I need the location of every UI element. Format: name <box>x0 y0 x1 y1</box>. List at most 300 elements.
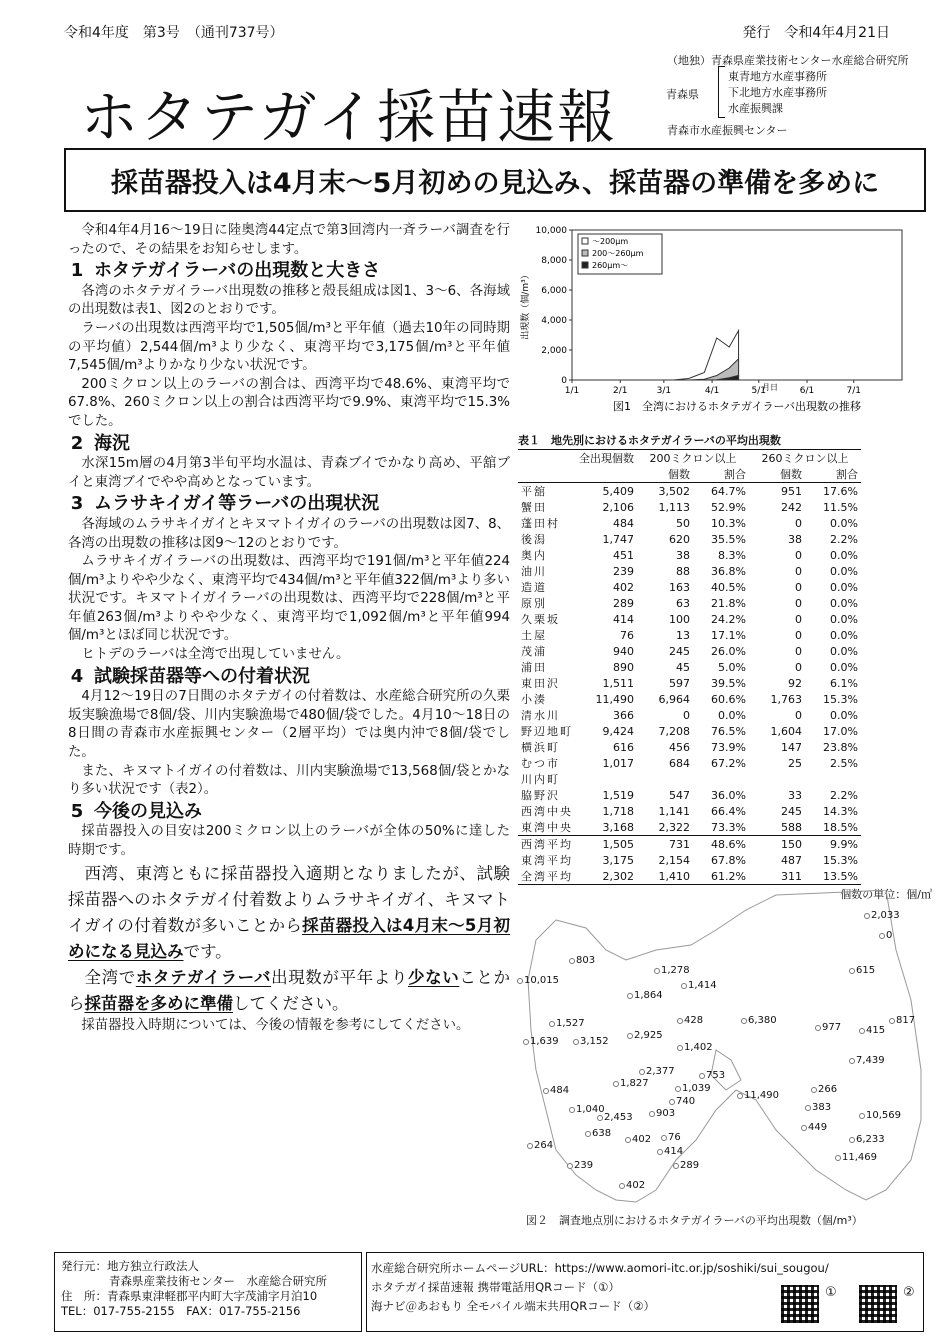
table-row-label: 浦田 <box>521 661 547 674</box>
table-cell: 951 <box>749 483 805 500</box>
y-tick-label: 0 <box>561 376 567 386</box>
map-point-label: 6,233 <box>856 1134 885 1145</box>
table-row-label: 全湾平均 <box>518 868 576 885</box>
map-point-marker <box>657 1149 663 1155</box>
table-cell: 9.9% <box>830 837 858 851</box>
table-cell: 239 <box>613 564 634 578</box>
map-point-marker <box>597 1115 603 1121</box>
section-4-para: 4月12～19日の7日間のホタテガイの付着数は、水産総合研究所の久栗坂実験漁場で8個/袋、川内実験漁場で480個/袋でした。4月10～18日の8日間の青森市水産振興センター（2層平均）では奥内沖で8個/袋でした。 <box>68 689 510 761</box>
publisher-bracket <box>718 66 725 118</box>
table-row <box>518 499 861 515</box>
qr-code-2[interactable] <box>859 1285 897 1323</box>
table-1-title: 表１ 地先別におけるホタテガイラーバの平均出現数 <box>518 434 781 447</box>
map-point-marker <box>649 1111 655 1117</box>
map-point-marker <box>639 1069 645 1075</box>
article-body <box>68 222 510 1035</box>
table-cell: 15.3% <box>823 692 858 706</box>
table-row <box>518 691 861 707</box>
map-point-label: 7,439 <box>856 1055 885 1066</box>
table-1 <box>518 432 932 902</box>
map-point-marker <box>681 983 687 989</box>
map-point-label: 428 <box>684 1015 704 1026</box>
table-cell: 1,113 <box>658 500 690 514</box>
page-title: ホタテガイ採苗速報 <box>80 83 618 151</box>
table-cell: 890 <box>613 660 634 674</box>
table-header-cell: 260ミクロン以上 <box>749 450 861 467</box>
section-2-heading: 2 海況 <box>70 432 130 454</box>
map-point-marker <box>573 1039 579 1045</box>
table-cell: 7,208 <box>658 724 690 738</box>
table-row-label: 横浜町 <box>521 741 560 754</box>
map-point-label: 11,469 <box>842 1152 877 1163</box>
table-cell: 0.0% <box>830 612 858 626</box>
section-1-para: 各湾のホタテガイラーバ出現数の推移と殻長組成は図1、3～6、各海域の出現数は表1、図2のとおりです。 <box>68 283 510 318</box>
table-row <box>518 515 861 531</box>
table-cell: 0.0% <box>830 564 858 578</box>
table-cell: 33 <box>788 788 802 802</box>
table-cell: 48.6% <box>711 837 746 851</box>
map-point-label: 803 <box>576 955 596 966</box>
map-point-label: 1,040 <box>576 1104 605 1115</box>
table-cell: 0 <box>795 708 802 722</box>
publisher-main: （地独）青森県産業技術センター水産総合研究所 <box>667 54 909 67</box>
map-point-marker <box>567 1163 573 1169</box>
table-cell: 289 <box>613 596 634 610</box>
map-point-label: 402 <box>626 1180 646 1191</box>
map-point-label: 638 <box>592 1128 612 1139</box>
table-cell: 0.0% <box>830 708 858 722</box>
table-cell: 6.1% <box>830 676 858 690</box>
table-row-label: 西湾平均 <box>521 838 573 851</box>
table-cell: 9,424 <box>602 724 634 738</box>
table-row <box>518 723 861 739</box>
footer-links <box>366 1252 924 1332</box>
table-cell: 731 <box>669 837 690 851</box>
table-cell: 1,747 <box>602 532 634 546</box>
table-row-label: 川内町 <box>521 773 560 786</box>
map-point-marker <box>523 1039 529 1045</box>
table-cell: 616 <box>613 740 634 754</box>
table-cell: 10.3% <box>711 516 746 530</box>
table-row-label: 小湊 <box>521 693 547 706</box>
qr-marker-1: ① <box>825 1285 837 1300</box>
outlook-paragraph-2: 全湾でホタテガイラーバ出現数が平年より少ないことから採苗器を多めに準備してください。 <box>68 967 511 1013</box>
map-point-marker <box>569 958 575 964</box>
map-point-label: 414 <box>664 1146 684 1157</box>
table-row-label: 脇野沢 <box>521 789 560 802</box>
table-cell: 14.3% <box>823 804 858 818</box>
map-point-label: 817 <box>896 1015 916 1026</box>
table-cell: 245 <box>781 804 802 818</box>
map-point-marker <box>859 1028 865 1034</box>
table-cell: 100 <box>669 612 690 626</box>
legend-swatch <box>582 238 588 244</box>
map-point-marker <box>849 1137 855 1143</box>
table-cell: 311 <box>749 868 805 885</box>
table-cell: 0 <box>795 660 802 674</box>
x-tick-label: 3/1 <box>656 386 672 396</box>
map-point-marker <box>879 933 885 939</box>
map-point-marker <box>569 1107 575 1113</box>
map-point-marker <box>849 968 855 974</box>
table-cell: 163 <box>669 580 690 594</box>
table-cell: 414 <box>613 612 634 626</box>
table-cell: 5,409 <box>576 483 637 500</box>
map-point-marker <box>859 1113 865 1119</box>
legend-label: 260μm～ <box>592 261 629 270</box>
table-cell: 66.4% <box>711 804 746 818</box>
table-header-cell: 割合 <box>805 466 861 483</box>
x-tick-label: 6/1 <box>799 386 815 396</box>
section-3-para: 各海域のムラサキイガイとキヌマトイガイのラーバの出現数は図7、8、各湾の出現数の推移は図9～12のとおりです。 <box>68 516 510 551</box>
table-header-cell: 個数 <box>637 466 693 483</box>
table-cell: 21.8% <box>711 596 746 610</box>
legend-swatch <box>582 262 588 268</box>
x-tick-label: 5/1 <box>751 386 767 396</box>
table-cell: 5.0% <box>718 660 746 674</box>
section-2-para: 水深15m層の4月第3半旬平均水温は、青森ブイでかなり高め、平舘ブイと東湾ブイでやや高めとなっています。 <box>68 456 510 490</box>
footer-phone: TEL：017-755-2155 FAX：017-755-2156 <box>61 1304 301 1318</box>
map-point-label: 76 <box>668 1132 681 1143</box>
map-point-marker <box>849 1058 855 1064</box>
map-point-marker <box>543 1088 549 1094</box>
map-point-marker <box>654 968 660 974</box>
outlook-paragraph-3: 採苗器投入時期については、今後の情報を参考にしてください。 <box>81 1017 470 1033</box>
table-cell <box>749 771 805 787</box>
map-point-marker <box>517 978 523 984</box>
table-cell: 1,519 <box>602 788 634 802</box>
table-cell: 547 <box>669 788 690 802</box>
table-cell: 1,141 <box>658 804 690 818</box>
issue-date: 発行 令和4年4月21日 <box>742 25 890 41</box>
table-cell: 3,502 <box>637 483 693 500</box>
map-point-label: 449 <box>808 1122 828 1133</box>
table-cell: 50 <box>676 516 690 530</box>
map-point-label: 402 <box>632 1134 652 1145</box>
intro-paragraph: 令和4年4月16～19日に陸奥湾44定点で第3回湾内一斉ラーバ調査を行ったので、その結果をお知らせします。 <box>68 223 510 257</box>
x-tick-label: 4/1 <box>704 386 720 396</box>
table-cell: 0.0% <box>830 580 858 594</box>
map-point-label: 2,453 <box>604 1112 633 1123</box>
map-point-marker <box>669 1099 675 1105</box>
table-cell: 2,106 <box>602 500 634 514</box>
table-cell: 484 <box>613 516 634 530</box>
map-point-marker <box>613 1081 619 1087</box>
table-cell: 67.8% <box>711 853 746 867</box>
table-cell: 73.9% <box>711 740 746 754</box>
table-row <box>518 852 861 868</box>
map-point-label: 1,864 <box>634 990 663 1001</box>
map-point-label: 2,925 <box>634 1030 663 1041</box>
table-cell: 17.6% <box>805 483 861 500</box>
table-cell: 487 <box>781 853 802 867</box>
map-point-marker <box>661 1135 667 1141</box>
table-cell: 0.0% <box>830 548 858 562</box>
table-cell: 2,322 <box>637 819 693 836</box>
table-row <box>518 643 861 659</box>
footer-publisher <box>54 1252 362 1332</box>
map-point-label: 415 <box>866 1025 886 1036</box>
map-point-label: 2,033 <box>871 910 900 921</box>
table-row <box>518 787 861 803</box>
table-row-label: 茂浦 <box>521 645 547 658</box>
map-point-label: 615 <box>856 965 876 976</box>
map-point-label: 753 <box>706 1070 726 1081</box>
table-cell: 402 <box>613 580 634 594</box>
table-row-label: 平舘 <box>518 483 576 500</box>
table-cell: 17.0% <box>823 724 858 738</box>
map-point-label: 239 <box>574 1160 594 1171</box>
section-4-heading: 4 試験採苗器等への付着状況 <box>70 665 310 687</box>
table-cell: 39.5% <box>711 676 746 690</box>
table-cell: 61.2% <box>693 868 749 885</box>
table-row-label: 蟹田 <box>521 501 547 514</box>
map-point-label: 6,380 <box>748 1015 777 1026</box>
map-point-label: 1,278 <box>661 965 690 976</box>
table-header-cell: 全出現個数 <box>576 450 637 467</box>
table-cell: 26.0% <box>711 644 746 658</box>
table-cell: 36.8% <box>711 564 746 578</box>
table-cell: 366 <box>613 708 634 722</box>
table-cell: 0.0% <box>830 628 858 642</box>
table-row-label: 野辺地町 <box>521 725 573 738</box>
table-cell: 60.6% <box>711 692 746 706</box>
section-3-para: ヒトデのラーバは全湾で出現していません。 <box>81 647 350 663</box>
outlook-paragraph-1: 西湾、東湾ともに採苗器投入適期となりましたが、試験採苗器へのホタテガイ付着数よりムラサキイガイ、キヌマトイガイの付着数が多いことから採苗器投入は4月末～5月初めになる見込みです。 <box>68 863 510 961</box>
y-tick-label: 2,000 <box>541 346 567 356</box>
table-cell: 3,168 <box>576 819 637 836</box>
table-cell: 245 <box>669 644 690 658</box>
table-row <box>518 771 861 787</box>
table-row-label: 後潟 <box>521 533 547 546</box>
table-cell: 40.5% <box>711 580 746 594</box>
table-row <box>518 579 861 595</box>
table-cell: 52.9% <box>711 500 746 514</box>
map-point-marker <box>673 1163 679 1169</box>
x-tick-label: 1/1 <box>564 386 580 396</box>
table-cell: 35.5% <box>711 532 746 546</box>
table-cell: 2,302 <box>576 868 637 885</box>
table-cell: 150 <box>781 837 802 851</box>
map-point-marker <box>889 1018 895 1024</box>
y-tick-label: 4,000 <box>541 316 567 326</box>
table-cell: 1,410 <box>637 868 693 885</box>
table-cell: 36.0% <box>711 788 746 802</box>
table-cell: 15.3% <box>823 853 858 867</box>
legend-label: 200～260μm <box>592 249 644 258</box>
qr-marker-2: ② <box>903 1285 915 1300</box>
table-cell <box>576 771 637 787</box>
y-axis-label: 出現数（個/m³） <box>521 270 531 340</box>
table-row <box>518 836 861 853</box>
section-4-para: また、キヌマトイガイの付着数は、川内実験漁場で13,568個/袋とかなり多い状況です（表2）。 <box>68 763 510 798</box>
map-point-marker <box>677 1018 683 1024</box>
table-cell: 67.2% <box>711 756 746 770</box>
publisher-office-3: 水産振興課 <box>728 102 783 115</box>
table-cell: 0 <box>795 628 802 642</box>
table-row <box>518 659 861 675</box>
map-point-label: 0 <box>886 930 893 941</box>
chart-title: 図1 全湾におけるホタテガイラーバ出現数の推移 <box>613 400 861 413</box>
table-row <box>518 563 861 579</box>
publisher-office-1: 東青地方水産事務所 <box>728 70 827 83</box>
map-point-marker <box>864 913 870 919</box>
table-cell: 1,763 <box>770 692 802 706</box>
table-cell: 63 <box>676 596 690 610</box>
map-point-marker <box>805 1105 811 1111</box>
table-row <box>518 868 861 885</box>
map-point-label: 383 <box>812 1102 832 1113</box>
table-cell: 1,511 <box>602 676 634 690</box>
table-cell: 1,718 <box>602 804 634 818</box>
homepage-url[interactable]: 水産総合研究所ホームページURL：https://www.aomori-itc.or.jp/soshiki/sui_sougou/ <box>371 1261 829 1275</box>
table-1-unit: 個数の単位：個/㎥ <box>840 888 932 901</box>
table-cell: 8.3% <box>718 548 746 562</box>
table-row <box>518 675 861 691</box>
map-point-label: 903 <box>656 1108 676 1119</box>
table-cell: 92 <box>788 676 802 690</box>
map-point-marker <box>549 1021 555 1027</box>
publisher-pref: 青森県 <box>666 88 699 101</box>
table-row <box>518 819 861 836</box>
table-cell: 242 <box>781 500 802 514</box>
table-cell: 0 <box>683 708 690 722</box>
x-axis-label: 月日 <box>762 383 778 392</box>
map-point-marker <box>585 1131 591 1137</box>
table-cell: 2.2% <box>830 532 858 546</box>
table-row <box>518 547 861 563</box>
map-point-label: 10,015 <box>524 975 559 986</box>
section-5-heading: 5 今後の見込み <box>70 800 202 822</box>
table-row-label: 久栗坂 <box>521 613 560 626</box>
table-cell: 11.5% <box>823 500 858 514</box>
table-cell: 451 <box>613 548 634 562</box>
table-cell <box>637 771 693 787</box>
table-cell: 0 <box>795 516 802 530</box>
qr-code-1[interactable] <box>781 1285 819 1323</box>
map-point-label: 2,377 <box>646 1066 675 1077</box>
table-row-label: 東湾中央 <box>518 819 576 836</box>
y-tick-label: 8,000 <box>541 256 567 266</box>
map-point-label: 3,152 <box>580 1036 609 1047</box>
table-cell: 64.7% <box>693 483 749 500</box>
map-point-label: 1,414 <box>688 980 717 991</box>
table-cell: 0.0% <box>830 596 858 610</box>
map-point-marker <box>811 1087 817 1093</box>
map-point-marker <box>677 1045 683 1051</box>
figure-1-chart <box>516 222 926 420</box>
x-tick-label: 2/1 <box>613 386 628 396</box>
map-point-marker <box>815 1025 821 1031</box>
table-cell: 38 <box>788 532 802 546</box>
map-point-label: 264 <box>534 1140 554 1151</box>
headline: 採苗器投入は4月末～5月初めの見込み、採苗器の準備を多めに <box>64 148 926 212</box>
footer-address: 住 所：青森県東津軽郡平内町大字茂浦字月泊10 <box>61 1289 318 1303</box>
map-point-label: 977 <box>822 1022 842 1033</box>
table-cell: 0 <box>795 564 802 578</box>
x-tick-label: 7/1 <box>846 386 861 396</box>
map-point-marker <box>527 1143 533 1149</box>
table-cell: 88 <box>676 564 690 578</box>
table-cell: 1,604 <box>770 724 802 738</box>
legend-label: ～200μm <box>592 237 629 246</box>
map-point-label: 1,402 <box>684 1042 713 1053</box>
table-cell: 456 <box>669 740 690 754</box>
table-cell: 24.2% <box>711 612 746 626</box>
map-point-marker <box>835 1155 841 1161</box>
table-row-label: 清水川 <box>521 709 560 722</box>
table-row-label: 油川 <box>521 565 547 578</box>
table-cell: 76.5% <box>711 724 746 738</box>
figure-2-caption: 図２ 調査地点別におけるホタテガイラーバの平均出現数（個/m³） <box>526 1214 863 1227</box>
table-cell: 18.5% <box>805 819 861 836</box>
table-cell: 6,964 <box>658 692 690 706</box>
table-row-label: 造道 <box>521 581 547 594</box>
table-cell <box>693 771 749 787</box>
table-cell: 1,505 <box>602 837 634 851</box>
section-5-para: 採苗器投入の目安は200ミクロン以上のラーバが全体の50%に達した時期です。 <box>68 824 510 858</box>
table-cell: 0.0% <box>718 708 746 722</box>
table-cell: 620 <box>669 532 690 546</box>
table-cell: 147 <box>781 740 802 754</box>
table-row <box>518 611 861 627</box>
table-cell: 23.8% <box>823 740 858 754</box>
map-point-marker <box>801 1125 807 1131</box>
table-cell: 0 <box>795 548 802 562</box>
y-tick-label: 6,000 <box>541 286 567 296</box>
section-3-para: ムラサキイガイラーバの出現数は、西湾平均で191個/m³と平年値224個/m³よりやや少なく、東湾平均で434個/m³と平年値322個/m³より多い状況です。キヌマトイガイラーバの出現数は、西湾平均で228個/m³と平年値263個/m³よりやや少なく、東湾平均で1,092個/m³と平年値994個/m³とほぼ同じ状況です。 <box>68 554 510 644</box>
map-point-label: 10,569 <box>866 1110 901 1121</box>
table-header-cell <box>518 450 576 467</box>
table-cell: 597 <box>669 676 690 690</box>
table-row-label: 東田沢 <box>521 677 560 690</box>
footer-publisher-line: 青森県産業技術センター 水産総合研究所 <box>109 1274 328 1288</box>
map-point-marker <box>619 1183 625 1189</box>
section-3-heading: 3 ムラサキイガイ等ラーバの出現状況 <box>70 493 380 515</box>
table-cell: 3,175 <box>602 853 634 867</box>
table-1-grid <box>518 449 861 885</box>
section-1-para: ラーバの出現数は西湾平均で1,505個/m³と平年値（過去10年の同時期の平均値）2,544個/m³より少なく、東湾平均で3,175個/m³と平年値7,545個/m³よりかなり少ない状況です。 <box>68 320 510 374</box>
section-1-heading: 1 ホタテガイラーバの出現数と大きさ <box>70 260 381 282</box>
table-cell: 0.0% <box>830 644 858 658</box>
publisher-last: 青森市水産振興センター <box>667 124 788 137</box>
table-cell: 25 <box>788 756 802 770</box>
map-point-marker <box>625 1137 631 1143</box>
table-cell: 17.1% <box>711 628 746 642</box>
table-row-label: 蓬田村 <box>521 517 560 530</box>
qr-label-1: ホタテガイ採苗速報 携帯電話用QRコード（①） <box>371 1280 620 1294</box>
legend-swatch <box>582 250 588 256</box>
map-point-marker <box>675 1086 681 1092</box>
table-row-label: 西湾中央 <box>521 805 573 818</box>
table-cell <box>805 771 861 787</box>
table-cell: 13 <box>676 628 690 642</box>
table-cell: 73.3% <box>693 819 749 836</box>
table-cell: 11,490 <box>595 692 634 706</box>
table-row <box>518 803 861 819</box>
map-point-marker <box>627 1033 633 1039</box>
table-header-cell: 個数 <box>749 466 805 483</box>
table-row <box>518 483 861 500</box>
table-cell: 0 <box>795 580 802 594</box>
map-point-label: 1,639 <box>530 1036 559 1047</box>
map-point-marker <box>737 1093 743 1099</box>
table-row-label: 原別 <box>521 597 547 610</box>
map-point-label: 1,039 <box>682 1083 711 1094</box>
table-row-label: 土屋 <box>521 629 547 642</box>
table-cell: 38 <box>676 548 690 562</box>
map-point-label: 1,527 <box>556 1018 585 1029</box>
